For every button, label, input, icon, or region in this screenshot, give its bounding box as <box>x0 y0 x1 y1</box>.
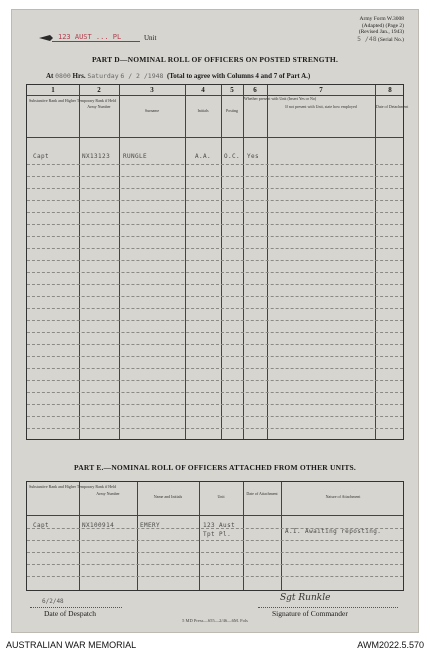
col-header-army-number: Army Number <box>87 104 111 109</box>
col-header-employed: If not present with Unit, state how employed <box>285 104 357 109</box>
despatch-line <box>30 607 122 608</box>
row-present: Yes <box>247 153 260 160</box>
col-num-1: 1 <box>51 86 55 94</box>
col-header-surname: Surname <box>144 108 160 113</box>
part-d-time-line: At 0800 Hrs. Saturday 6 / 2 /1948 (Total to agree with Columns 4 and 7 of Part A.) <box>46 72 311 80</box>
col-num-4: 4 <box>201 86 205 94</box>
e-row-army-number: NX100914 <box>82 522 115 529</box>
e-row-unit-line2: Tpt Pl. <box>203 531 232 538</box>
col-header-detachment: Date of Detachment <box>376 104 409 109</box>
col-header-initials: Initials <box>197 108 209 113</box>
e-col-header-name: Name and Initials <box>153 494 183 499</box>
col-header-posting: Posting <box>225 108 238 113</box>
unit-underline <box>52 41 140 42</box>
col-num-3: 3 <box>150 86 154 94</box>
despatch-label: Date of Despatch <box>44 609 97 618</box>
part-d-table <box>26 84 409 440</box>
despatch-date-value: 6/2/48 <box>42 598 64 605</box>
e-row-name: EMERY <box>140 522 161 529</box>
document-sheet <box>12 10 418 632</box>
form-adapted: (Adapted) (Page 2) <box>361 22 404 29</box>
col-header-present: Whether present with Unit (Insert Yes or No) <box>244 96 317 101</box>
part-e-table <box>26 481 404 591</box>
archive-reference: AWM2022.5.570 <box>357 640 424 650</box>
e-row-rank: Capt <box>33 522 50 529</box>
col-num-8: 8 <box>388 86 392 94</box>
date-value: 6 / 2 /194 <box>120 72 160 80</box>
col-num-2: 2 <box>97 86 101 94</box>
row-army-number: NX13123 <box>82 153 111 160</box>
e-row-nature: A.I. Awaiting reposting. <box>285 528 382 535</box>
col-num-7: 7 <box>319 86 323 94</box>
col-num-5: 5 <box>230 86 234 94</box>
e-col-header-attachment-date: Date of Attachment <box>246 491 278 496</box>
form-revision: (Revised Jan., 1943) <box>358 29 404 35</box>
unit-label: Unit <box>144 34 157 42</box>
part-d-title: PART D—NOMINAL ROLL OF OFFICERS ON POSTED STRENGTH. <box>91 55 339 64</box>
e-col-header-rank: Substantive Rank and Higher Temporary Rank if Held <box>29 484 117 489</box>
total-note: (Total to agree with Columns 4 and 7 of Part A.) <box>166 72 311 80</box>
e-col-header-nature: Nature of Attachment <box>325 494 361 499</box>
row-initials: A.A. <box>195 153 212 160</box>
row-surname: RUNGLE <box>123 153 148 160</box>
time-value: 0800 <box>55 72 71 80</box>
signature-label: Signature of Commander <box>272 609 348 618</box>
day-value: Saturday <box>87 72 119 80</box>
col-header-rank: Substantive Rank and Higher Temporary Rank if Held <box>29 98 117 103</box>
col-num-6: 6 <box>253 86 257 94</box>
row-rank: Capt <box>33 153 50 160</box>
archive-credit: AUSTRALIAN WAR MEMORIAL <box>6 640 137 650</box>
serial-number: 5 /48 (Serial No.) <box>357 34 404 43</box>
printer-note: 5 MD Press—655—2/46—6M. Fols <box>182 618 248 623</box>
e-col-header-army-number: Army Number <box>96 491 120 496</box>
row-posting: O.C. <box>224 153 241 160</box>
form-identifier <box>357 16 404 43</box>
signature-line <box>258 607 398 608</box>
e-row-unit-line1: 123 Aust <box>203 522 236 529</box>
part-e-title: PART E.—NOMINAL ROLL OF OFFICERS ATTACHED FROM OTHER UNITS. <box>74 463 356 472</box>
form-number: Army Form W.3008 <box>359 16 404 22</box>
e-col-header-unit: Unit <box>217 494 225 499</box>
unit-stamp: 123 AUST ... PL <box>58 33 122 41</box>
commander-signature: Sgt Runkle <box>280 593 331 603</box>
